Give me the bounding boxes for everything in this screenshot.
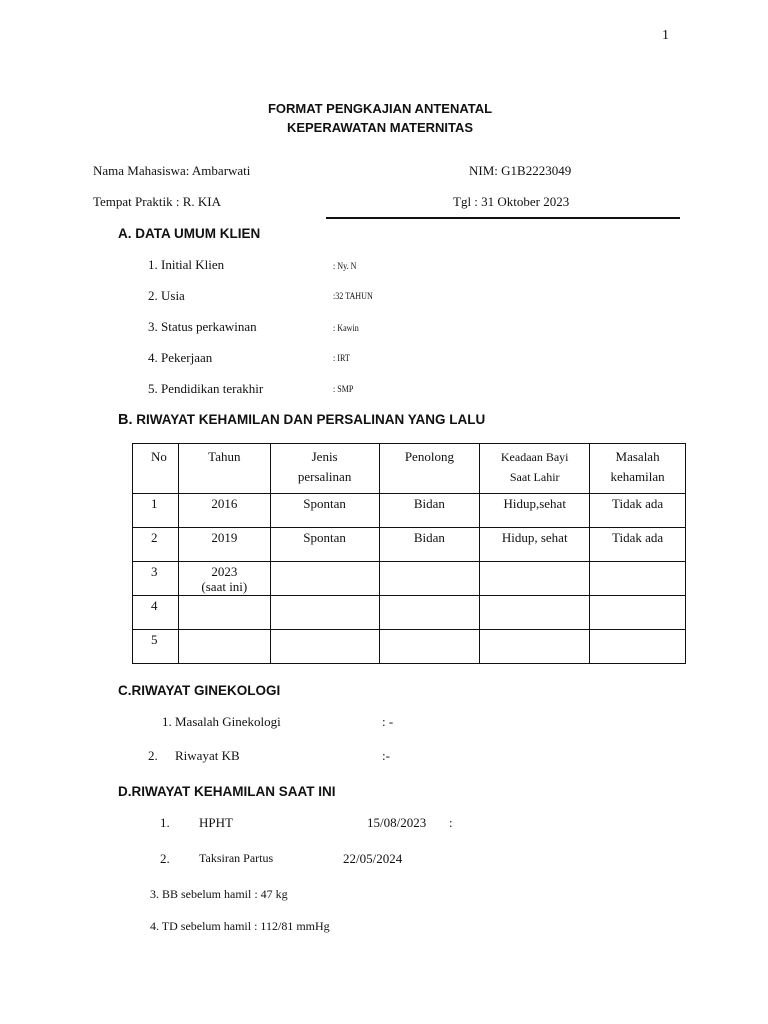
table-row: [133, 494, 686, 528]
pregnancy-history-table: [132, 443, 686, 664]
cell-pregnancy-problem: Tidak ada: [590, 528, 686, 562]
col-header-no: No: [133, 444, 179, 494]
marital-status-label: 3. Status perkawinan: [148, 319, 257, 334]
occupation-value: : IRT: [333, 354, 350, 364]
due-date-number: 2.: [160, 851, 170, 866]
hpht-value: 15/08/2023: [367, 815, 427, 830]
client-age-label: 2. Usia: [148, 288, 185, 303]
table-row: [133, 596, 686, 630]
cell-year: 2023 (saat ini): [178, 562, 270, 596]
page-number: 1: [662, 28, 669, 43]
student-nim: NIM: G1B2223049: [469, 163, 572, 178]
practice-place: Tempat Praktik : R. KIA: [93, 194, 221, 209]
cell-baby-condition: [480, 596, 590, 630]
student-name: Nama Mahasiswa: Ambarwati: [93, 163, 251, 178]
document-title-line2: KEPERAWATAN MATERNITAS: [286, 120, 474, 135]
marital-status-value: : Kawin: [333, 324, 359, 334]
assessment-date: Tgl : 31 Oktober 2023: [453, 194, 570, 209]
cell-baby-condition: Hidup,sehat: [480, 494, 590, 528]
cell-birth-attendant: Bidan: [379, 494, 480, 528]
cell-birth-attendant: Bidan: [379, 528, 480, 562]
client-age-value: :32 TAHUN: [333, 292, 373, 302]
cell-no: 3: [133, 562, 179, 596]
col-header-year: Tahun: [178, 444, 270, 494]
table-row: [133, 528, 686, 562]
cell-year: 2019: [178, 528, 270, 562]
section-b-title: RIWAYAT KEHAMILAN DAN PERSALINAN YANG LALU: [132, 412, 486, 427]
header-divider: [326, 217, 680, 219]
section-c-heading: C.RIWAYAT GINEKOLOGI: [118, 683, 281, 698]
cell-year: 2016: [178, 494, 270, 528]
cell-year: [178, 630, 270, 664]
section-d-heading: D.RIWAYAT KEHAMILAN SAAT INI: [118, 784, 336, 799]
blood-pressure-before-pregnancy: 4. TD sebelum hamil : 112/81 mmHg: [150, 919, 330, 933]
hpht-number: 1.: [160, 815, 170, 830]
cell-baby-condition: [480, 562, 590, 596]
occupation-label: 4. Pekerjaan: [148, 350, 213, 365]
col-header-baby-condition: Keadaan Bayi Saat Lahir: [480, 444, 590, 494]
section-b-heading: [118, 412, 485, 428]
col-header-pregnancy-problem: Masalah kehamilan: [590, 444, 686, 494]
client-initial-value: : Ny. N: [333, 262, 357, 272]
education-value: : SMP: [333, 385, 354, 395]
cell-pregnancy-problem: [590, 596, 686, 630]
table-row: [133, 562, 686, 596]
col-header-birth-attendant: Penolong: [379, 444, 480, 494]
due-date-label: Taksiran Partus: [199, 851, 274, 865]
cell-year: [178, 596, 270, 630]
cell-no: 2: [133, 528, 179, 562]
section-a-heading: A. DATA UMUM KLIEN: [118, 226, 261, 241]
gynecology-problem-label: 1. Masalah Ginekologi: [162, 714, 281, 729]
client-initial-label: 1. Initial Klien: [148, 257, 225, 272]
document-title-line1: FORMAT PENGKAJIAN ANTENATAL: [267, 101, 493, 116]
hpht-label: HPHT: [199, 815, 233, 830]
weight-before-pregnancy: 3. BB sebelum hamil : 47 kg: [150, 887, 288, 901]
cell-no: 5: [133, 630, 179, 664]
section-b-letter: B.: [118, 412, 133, 428]
cell-birth-attendant: [379, 596, 480, 630]
kb-history-number: 2.: [148, 748, 158, 763]
cell-delivery-type: [270, 562, 379, 596]
cell-baby-condition: [480, 630, 590, 664]
cell-pregnancy-problem: [590, 630, 686, 664]
cell-no: 4: [133, 596, 179, 630]
cell-no: 1: [133, 494, 179, 528]
gynecology-problem-value: : -: [382, 714, 394, 729]
kb-history-value: :-: [382, 748, 390, 763]
education-label: 5. Pendidikan terakhir: [148, 381, 264, 396]
cell-pregnancy-problem: [590, 562, 686, 596]
cell-birth-attendant: [379, 630, 480, 664]
due-date-value: 22/05/2024: [343, 851, 403, 866]
col-header-delivery-type: Jenis persalinan: [270, 444, 379, 494]
hpht-colon: :: [449, 815, 453, 830]
cell-delivery-type: Spontan: [270, 494, 379, 528]
kb-history-label: Riwayat KB: [175, 748, 240, 763]
cell-delivery-type: Spontan: [270, 528, 379, 562]
table-row: [133, 630, 686, 664]
cell-delivery-type: [270, 630, 379, 664]
cell-pregnancy-problem: Tidak ada: [590, 494, 686, 528]
cell-birth-attendant: [379, 562, 480, 596]
cell-delivery-type: [270, 596, 379, 630]
table-header-row: [133, 444, 686, 494]
cell-baby-condition: Hidup, sehat: [480, 528, 590, 562]
